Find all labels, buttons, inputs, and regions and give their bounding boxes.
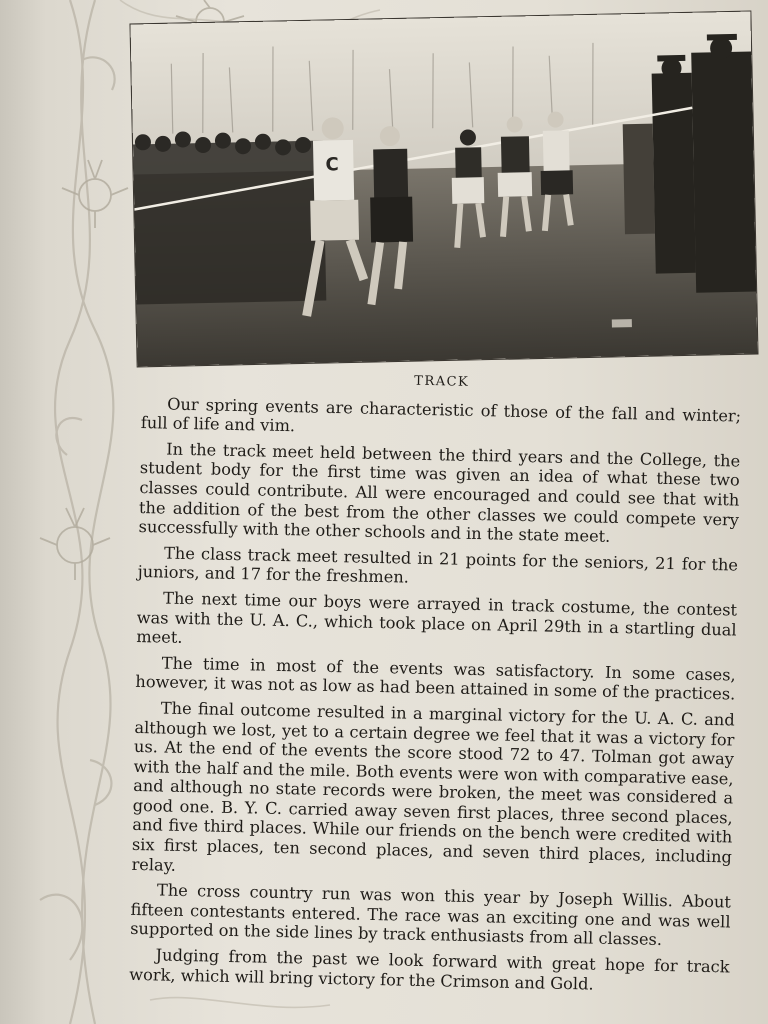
spectator-crowd-left [133, 129, 327, 305]
paragraph-cross-country: The cross country run was won this year by Joseph Willis. About fifteen contestants entered. The race was an exciting one and was well supported on the side lines by track enthusiasts from all classes. [130, 880, 732, 950]
paragraph-intro: Our spring events are characteristic of those of the fall and winter; full of life and vim. [140, 394, 742, 436]
article-text [129, 366, 742, 1003]
paragraph-class-meet-results: The class track meet resulted in 21 points for the seniors, 21 for the juniors, and 17 for the freshmen. [137, 543, 739, 587]
paragraph-uac-meet: The next time our boys were arrayed in track costume, the contest was with the U. A. C., which took place on April 29th in a startling dual meet. [136, 588, 738, 648]
track-race-photograph [130, 12, 757, 367]
paragraph-times: The time in most of the events was satisfactory. In some cases, however, it was not as low as had been attained in some of the practices. [135, 653, 736, 704]
paragraph-closing: Judging from the past we look forward with great hope for track work, which will bring victory for the Crimson and Gold. [129, 945, 730, 994]
paragraph-third-years-meet: In the track meet held between the third years and the College, the student body for the first time was given an idea of what these two classes could contribute. All were encouraged and could see that with the addition of the best from the other classes we could compete very successfully with the other schools and in the state meet. [138, 439, 741, 546]
runner-bib: C [325, 154, 339, 176]
paragraph-final-outcome: The final outcome resulted in a marginal victory for the U. A. C. and although we lost, yet to a certain degree we feel that it was a victory for us. At the end of the events the score stood 72 to 47. Tolman got away with the half and the mile. Both events were won with comparative ease, and although no state records were broken, the meet was considered a good one. B. Y. C. carried away seven first places, three second places, and five third places. While our friends on the bench were credited with six first places, ten second places, and seven third places, including relay. [131, 698, 735, 875]
article-heading: TRACK [414, 373, 470, 390]
